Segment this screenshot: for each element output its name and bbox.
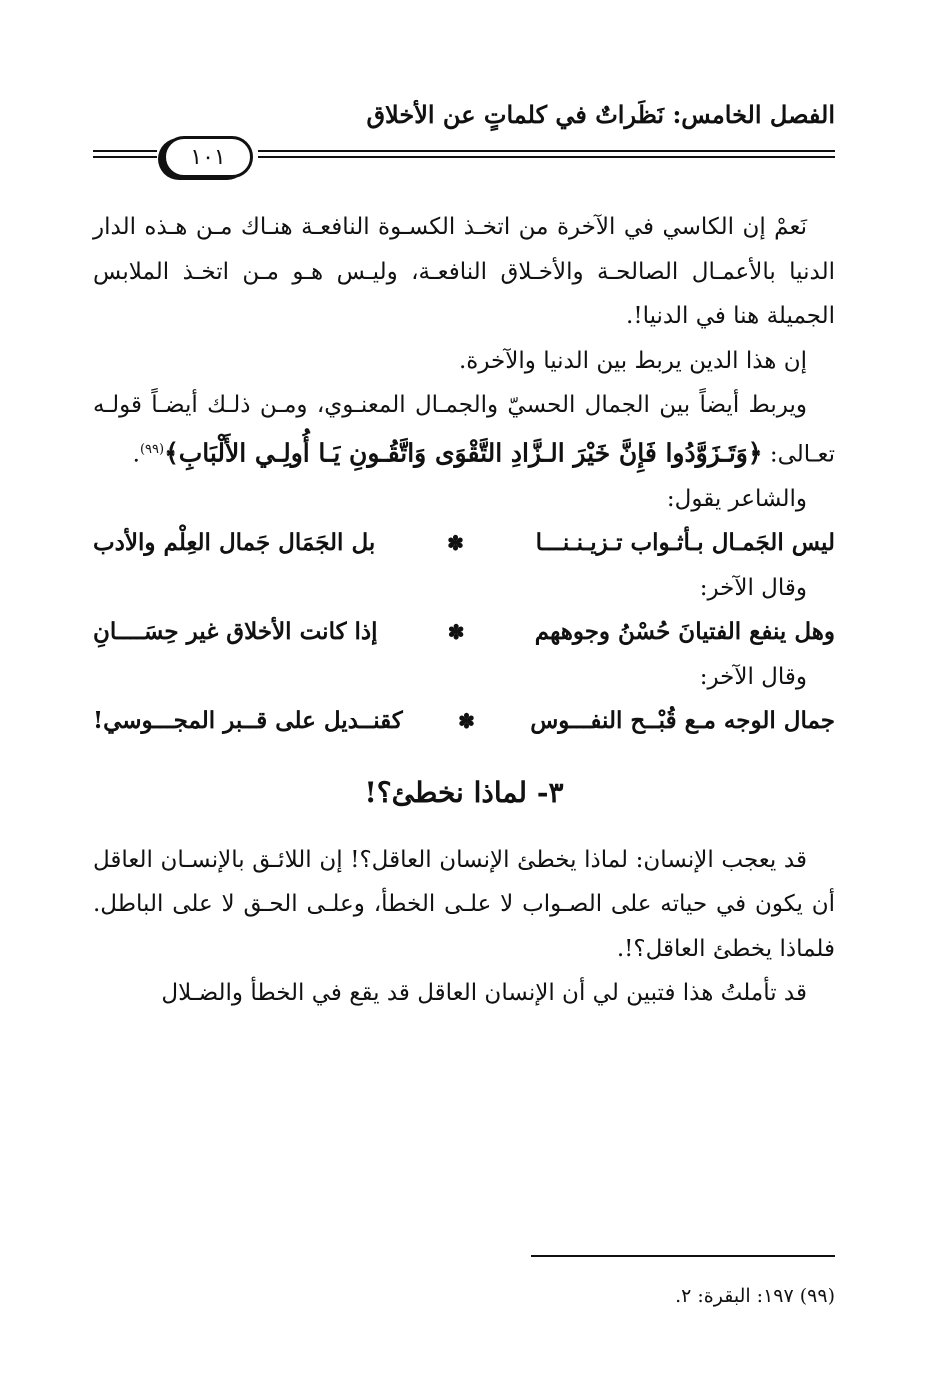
poet-intro: والشاعر يقول: [666,485,807,512]
verse-2 [93,610,835,655]
verse-3 [93,699,835,744]
paragraph-3-end: . [132,441,140,468]
chapter-title: الفصل الخامس: نَظَراتٌ في كلماتٍ عن الأخلاق [366,100,835,129]
verse-3-second-hemistich: كقنــديل على قــبر المجـــوسي! [93,707,403,735]
verse-1-second-hemistich: بل الجَمَال جَمال العِلْم والأدب [93,529,376,557]
section-heading: ٣- لماذا نخطئ؟! [364,775,564,809]
paragraph-5: قد تأملتُ هذا فتبين لي أن الإنسان العاقل قد يقع في الخطأ والضـلال [161,980,807,1007]
paragraph-2: إن هذا الدين يربط بين الدنيا والآخرة. [459,347,807,374]
paragraph-1: نَعمْ إن الكاسي في الآخرة من اتخـذ الكسـوة النافعـة هنـاك مـن هـذه الدار الدنيا بالأعمـال الصالحـة والأخـلاق النافعـة، وليـس هـو مـن اتخـذ الملابس الجميلة هنا في الدنيا!. [93,214,835,329]
paragraph-3 [93,383,835,477]
header-rule-line-right-bottom [258,156,835,158]
other-poet-intro-1: وقال الآخر: [699,574,807,601]
verse-3-first-hemistich: جمال الوجه مـع قُبْــح النفـــوس [530,707,835,735]
page-number: ١٠١ [190,144,226,170]
header-rule-line-left-top [93,150,157,152]
verse-2-first-hemistich: وهل ينفع الفتيانَ حُسْنُ وجوههم [534,618,835,646]
verse-1-first-hemistich: ليس الجَمـال بـأثـواب تـزيـنـنـــا [535,529,835,557]
verse-separator-icon: ✽ [458,709,475,734]
verse-separator-icon: ✽ [447,620,465,645]
main-text [93,205,835,1016]
quran-verse: ﴿وَتَـزَوَّدُوا فَإِنَّ خَيْرَ الـزَّادِ التَّقْوَى وَاتَّقُـونِ يَـا أُولِـي الأَلْبَابِ﴾ [164,438,763,468]
verse-2-second-hemistich: إذا كانت الأخلاق غير حِسَــــانِ [93,618,378,646]
paragraph-4: قد يعجب الإنسان: لماذا يخطئ الإنسان العاقل؟! إن اللائـق بالإنسـان العاقل أن يكون في حياته على الصـواب لا علـى الخطأ، وعلـى الحـق لا على الباطل. فلماذا يخطئ العاقل؟!. [93,846,835,962]
footnote: (٩٩) ١٩٧: البقرة: ٢. [675,1285,835,1307]
other-poet-intro-2: وقال الآخر: [699,663,807,690]
header-rule-line-left-bottom [93,156,157,158]
header-rule-line-right-top [258,150,835,152]
verse-1 [93,521,835,566]
page-number-badge [163,136,253,178]
footnote-marker[interactable]: (٩٩) [139,441,165,457]
footnote-separator [531,1255,835,1257]
verse-separator-icon: ✽ [447,531,464,556]
paragraph-3-intro: ويربط أيضاً بين الجمال الحسيّ والجمـال المعنـوي، ومـن ذلـك أيضـاً قولـه تعـالى: [93,392,835,468]
